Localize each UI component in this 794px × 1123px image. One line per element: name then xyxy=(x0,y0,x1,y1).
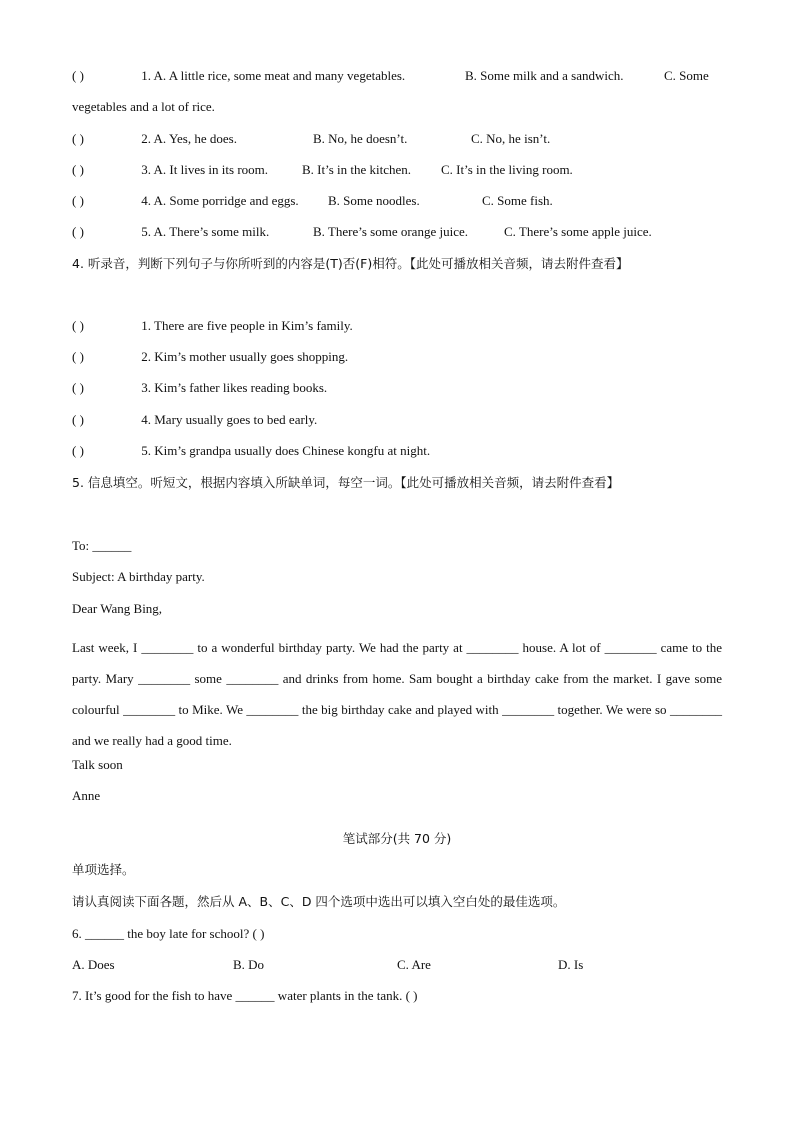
answer-paren[interactable]: ( ) xyxy=(72,412,84,427)
q6-option-b[interactable]: B. Do xyxy=(233,957,265,972)
email-signature: Anne xyxy=(72,788,101,803)
q3-item-4-option-c: C. Some fish. xyxy=(482,193,553,208)
item-number: 5. xyxy=(141,224,151,239)
item-number: 3. xyxy=(141,162,151,177)
answer-paren[interactable]: ( ) xyxy=(72,131,84,146)
option-a: A. It lives in its room. xyxy=(153,162,269,177)
q6-stem: 6. ______ the boy late for school? ( ) xyxy=(72,926,265,941)
answer-paren[interactable]: ( ) xyxy=(72,68,84,83)
q3-item-2-option-b: B. No, he doesn’t. xyxy=(313,131,408,146)
q3-item-1-continuation: vegetables and a lot of rice. xyxy=(72,99,215,114)
email-closing: Talk soon xyxy=(72,757,123,772)
statement-text: 3. Kim’s father likes reading books. xyxy=(141,380,328,395)
q3-item-4-option-b: B. Some noodles. xyxy=(328,193,420,208)
q3-item-2 xyxy=(72,131,237,147)
statement-text: 2. Kim’s mother usually goes shopping. xyxy=(141,349,349,364)
email-body: Last week, I ________ to a wonderful birthday party. We had the party at ________ house. A lot of ________ came to the party. Mary ________ some ________ and drinks from home. Sam bought a birthday cake from the market. I gave some colourful ________ to Mike. We ________ the big birthday cake and played with ________ together. We were so ________ and we really had a good time. xyxy=(72,640,722,748)
q6-option-c[interactable]: C. Are xyxy=(397,957,431,972)
option-a: A. Yes, he does. xyxy=(153,131,237,146)
q5-title: 5. 信息填空。听短文，根据内容填入所缺单词，每空一词。【此处可播放相关音频，请去附件查看】 xyxy=(72,475,620,490)
answer-paren[interactable]: ( ) xyxy=(72,443,84,458)
answer-paren[interactable]: ( ) xyxy=(72,224,84,239)
email-to: To: ______ xyxy=(72,538,132,553)
item-number: 4. xyxy=(141,193,151,208)
q4-item-2 xyxy=(72,349,348,365)
item-number: 1. xyxy=(141,68,151,83)
q3-item-5-option-b: B. There’s some orange juice. xyxy=(313,224,468,239)
q3-item-1-option-c: C. Some xyxy=(664,68,709,83)
q6-option-a[interactable]: A. Does xyxy=(72,957,115,972)
q3-item-5 xyxy=(72,224,269,240)
item-number: 2. xyxy=(141,131,151,146)
q3-item-4 xyxy=(72,193,299,209)
answer-paren[interactable]: ( ) xyxy=(72,162,84,177)
answer-paren[interactable]: ( ) xyxy=(72,380,84,395)
q3-item-3-option-b: B. It’s in the kitchen. xyxy=(302,162,412,177)
q3-item-2-option-c: C. No, he isn’t. xyxy=(471,131,551,146)
q3-item-3-option-c: C. It’s in the living room. xyxy=(441,162,573,177)
answer-paren[interactable]: ( ) xyxy=(72,193,84,208)
option-a: A. There’s some milk. xyxy=(153,224,270,239)
statement-text: 4. Mary usually goes to bed early. xyxy=(141,412,318,427)
q4-item-5 xyxy=(72,443,430,459)
q4-item-4 xyxy=(72,412,317,428)
q3-item-5-option-c: C. There’s some apple juice. xyxy=(504,224,652,239)
option-a: A. A little rice, some meat and many vegetables. xyxy=(153,68,406,83)
option-a: A. Some porridge and eggs. xyxy=(153,193,299,208)
q6-option-d[interactable]: D. Is xyxy=(558,957,584,972)
q3-item-1 xyxy=(72,68,405,84)
section-instruction: 请认真阅读下面各题，然后从 A、B、C、D 四个选项中选出可以填入空白处的最佳选项。 xyxy=(72,894,566,909)
email-greeting: Dear Wang Bing, xyxy=(72,601,163,616)
answer-paren[interactable]: ( ) xyxy=(72,318,84,333)
q4-item-3 xyxy=(72,380,327,396)
statement-text: 5. Kim’s grandpa usually does Chinese kongfu at night. xyxy=(141,443,431,458)
q4-item-1 xyxy=(72,318,353,334)
q7-stem: 7. It’s good for the fish to have ______ water plants in the tank. ( ) xyxy=(72,988,418,1003)
statement-text: 1. There are five people in Kim’s family. xyxy=(141,318,353,333)
q3-item-1-option-b: B. Some milk and a sandwich. xyxy=(465,68,624,83)
q3-item-3 xyxy=(72,162,268,178)
section-title: 单项选择。 xyxy=(72,862,135,877)
email-subject: Subject: A birthday party. xyxy=(72,569,205,584)
written-heading: 笔试部分(共 70 分) xyxy=(342,831,452,846)
q4-title: 4. 听录音，判断下列句子与你所听到的内容是(T)否(F)相符。【此处可播放相关音频，请去附件查看】 xyxy=(72,256,629,271)
answer-paren[interactable]: ( ) xyxy=(72,349,84,364)
